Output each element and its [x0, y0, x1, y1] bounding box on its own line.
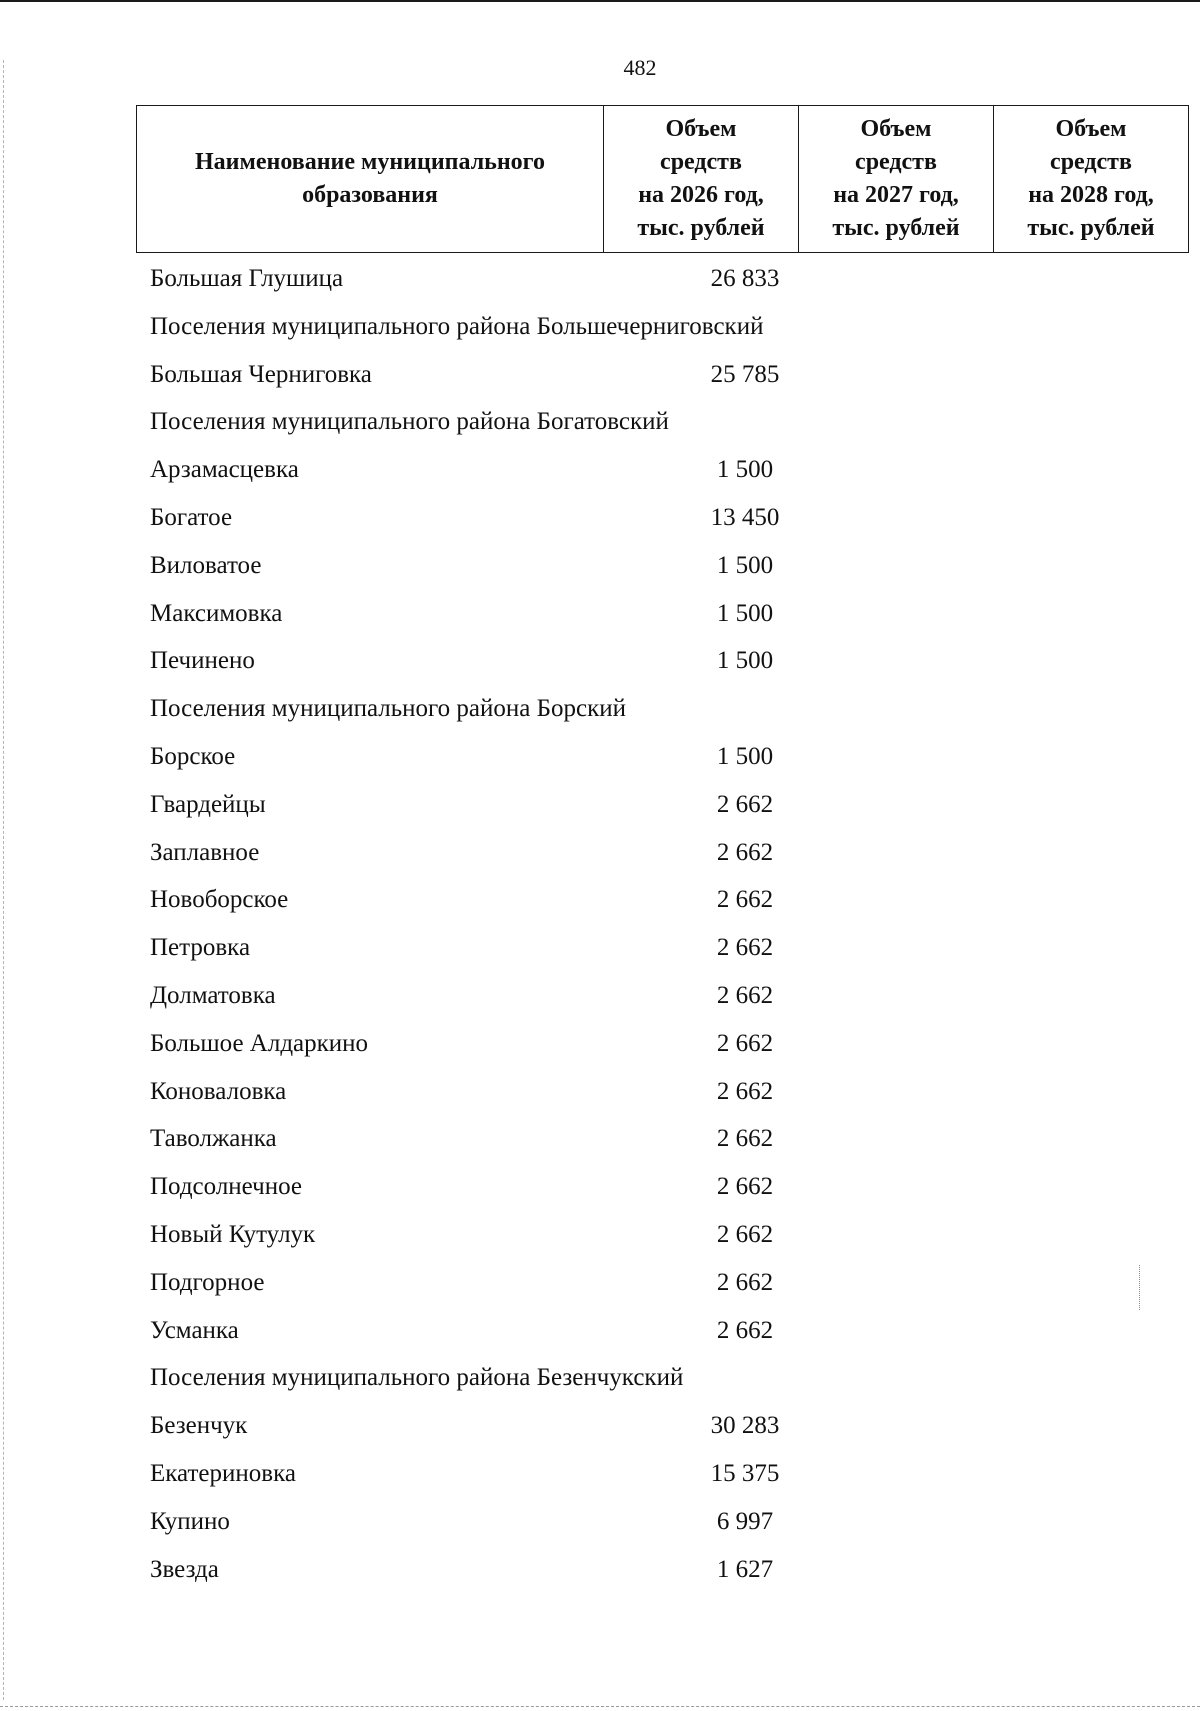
- header-line: образования: [302, 182, 438, 208]
- amount-2026: 1 627: [716, 1555, 774, 1583]
- municipality-name: Звезда: [150, 1555, 219, 1583]
- group-heading-row: [150, 303, 1150, 351]
- table-row: [150, 1020, 1150, 1068]
- table-row: [150, 1211, 1150, 1259]
- amount-2026: 2 662: [716, 1029, 774, 1057]
- group-heading-row: [150, 685, 1150, 733]
- municipality-name: Новоборское: [150, 886, 289, 914]
- municipality-name: Безенчук: [150, 1412, 248, 1440]
- header-line: средств: [855, 149, 937, 175]
- amount-2026: 2 662: [716, 1220, 774, 1248]
- header-amount-2027: [799, 106, 994, 253]
- header-line: на 2026 год,: [638, 182, 764, 208]
- table-row: [150, 590, 1150, 638]
- table-row: [150, 446, 1150, 494]
- amount-2026: 2 662: [716, 1125, 774, 1153]
- district-group-label: Поселения муниципального района Безенчукский: [150, 1364, 684, 1392]
- district-group-label: Поселения муниципального района Большечерниговский: [150, 312, 764, 340]
- header-line: Объем: [665, 116, 737, 142]
- amount-2026: 2 662: [716, 1077, 774, 1105]
- municipality-name: Купино: [150, 1507, 230, 1535]
- amount-2026: 2 662: [716, 1316, 774, 1344]
- table-row: [150, 1307, 1150, 1355]
- table-row: [150, 781, 1150, 829]
- table-row: [150, 1546, 1150, 1594]
- district-group-label: Поселения муниципального района Борский: [150, 695, 626, 723]
- group-heading-row: [150, 1354, 1150, 1402]
- table-row: [150, 351, 1150, 399]
- municipality-name: Долматовка: [150, 981, 276, 1009]
- header-line: на 2027 год,: [833, 182, 959, 208]
- table-row: [150, 1115, 1150, 1163]
- municipality-name: Подгорное: [150, 1268, 265, 1296]
- table-body: [150, 255, 1150, 1593]
- header-municipality-name: [137, 106, 604, 253]
- page-number: 482: [623, 55, 657, 80]
- district-group-label: Поселения муниципального района Богатовский: [150, 408, 669, 436]
- table-header: [136, 105, 1189, 253]
- amount-2026: 2 662: [716, 838, 774, 866]
- amount-2026: 1 500: [716, 599, 774, 627]
- table-row: [150, 876, 1150, 924]
- table-row: [150, 255, 1150, 303]
- amount-2026: 2 662: [716, 1173, 774, 1201]
- header-line: средств: [660, 149, 742, 175]
- municipality-name: Таволжанка: [150, 1125, 277, 1153]
- amount-2026: 2 662: [716, 934, 774, 962]
- table-row: [150, 1259, 1150, 1307]
- municipality-name: Усманка: [150, 1316, 239, 1344]
- header-line: средств: [1050, 149, 1132, 175]
- municipality-name: Петровка: [150, 934, 251, 962]
- header-line: тыс. рублей: [1027, 215, 1155, 241]
- municipality-name: Большая Глушица: [150, 265, 344, 292]
- municipality-name: Новый Кутулук: [150, 1220, 316, 1248]
- amount-2026: 6 997: [716, 1507, 774, 1535]
- amount-2026: 26 833: [710, 265, 780, 292]
- amount-2026: 1 500: [716, 456, 774, 484]
- municipality-name: Борское: [150, 742, 236, 770]
- municipality-name: Коноваловка: [150, 1077, 287, 1105]
- municipality-name: Богатое: [150, 503, 233, 531]
- amount-2026: 1 500: [716, 551, 774, 579]
- table-row: [150, 1163, 1150, 1211]
- table-row: [150, 494, 1150, 542]
- municipality-name: Максимовка: [150, 599, 283, 627]
- table-row: [150, 1402, 1150, 1450]
- header-line: Наименование муниципального: [195, 149, 545, 175]
- header-line: Объем: [860, 116, 932, 142]
- amount-2026: 2 662: [716, 886, 774, 914]
- amount-2026: 25 785: [710, 360, 780, 388]
- scan-left-edge-artifact: [3, 60, 4, 1700]
- municipality-name: Заплавное: [150, 838, 260, 866]
- amount-2026: 30 283: [710, 1412, 780, 1440]
- amount-2026: 2 662: [716, 1268, 774, 1296]
- header-line: Объем: [1055, 116, 1127, 142]
- amount-2026: 15 375: [710, 1459, 780, 1487]
- table-row: [150, 542, 1150, 590]
- table-row: [150, 1498, 1150, 1546]
- header-line: тыс. рублей: [637, 215, 765, 241]
- scan-bottom-border: [0, 1706, 1200, 1707]
- table-row: [150, 972, 1150, 1020]
- scan-top-border: [0, 0, 1200, 2]
- group-heading-row: [150, 398, 1150, 446]
- table-row: [150, 924, 1150, 972]
- header-line: тыс. рублей: [832, 215, 960, 241]
- header-line: на 2028 год,: [1028, 182, 1154, 208]
- municipality-name: Большая Черниговка: [150, 360, 372, 388]
- amount-2026: 1 500: [716, 647, 774, 675]
- table-row: [150, 733, 1150, 781]
- table-row: [150, 637, 1150, 685]
- amount-2026: 2 662: [716, 790, 774, 818]
- amount-2026: 2 662: [716, 981, 774, 1009]
- municipality-name: Гвардейцы: [150, 790, 266, 818]
- municipality-name: Екатериновка: [150, 1459, 296, 1487]
- table-row: [150, 1068, 1150, 1116]
- municipality-name: Подсолнечное: [150, 1173, 303, 1201]
- municipality-name: Виловатое: [150, 551, 262, 579]
- header-amount-2028: [994, 106, 1189, 253]
- table-row: [150, 1450, 1150, 1498]
- table-row: [150, 829, 1150, 877]
- header-amount-2026: [604, 106, 799, 253]
- amount-2026: 13 450: [710, 503, 780, 531]
- municipality-name: Арзамасцевка: [150, 456, 299, 484]
- municipality-name: Большое Алдаркино: [150, 1029, 369, 1057]
- amount-2026: 1 500: [716, 742, 774, 770]
- municipality-name: Печинено: [150, 647, 255, 675]
